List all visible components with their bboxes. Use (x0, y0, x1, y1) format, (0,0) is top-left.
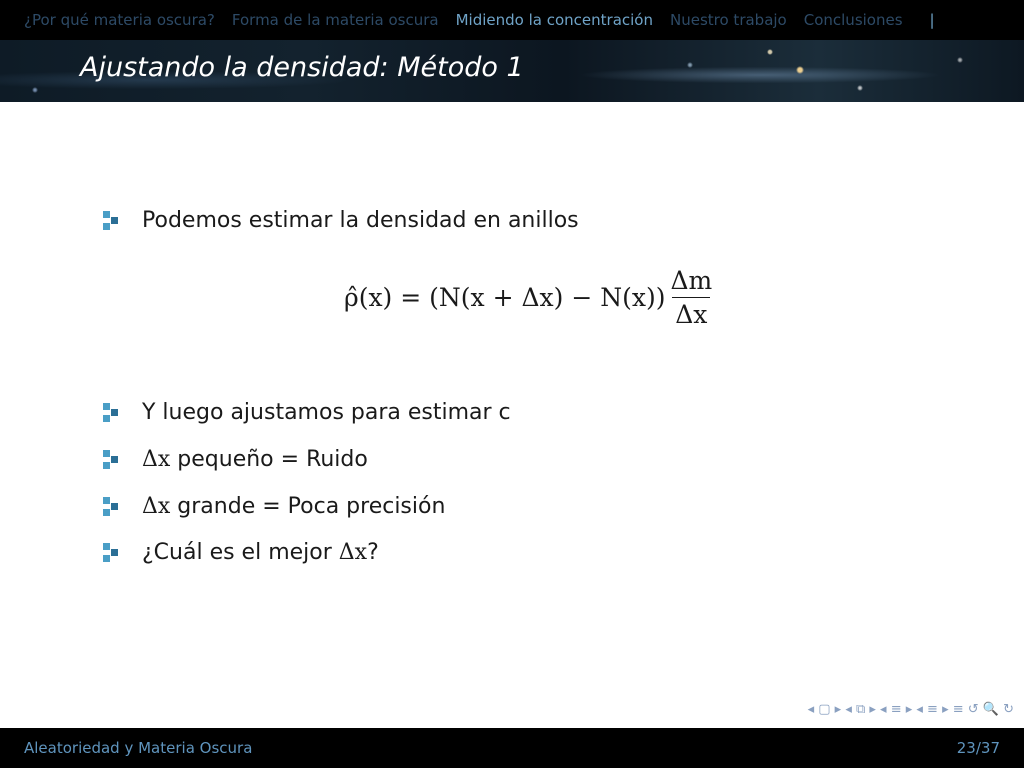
nav-item-conclusiones[interactable]: Conclusiones (803, 11, 903, 29)
equation-fraction (667, 266, 715, 329)
bullet-marker-icon (102, 496, 122, 518)
nav-separator: | (929, 11, 935, 29)
bullet-text: Podemos estimar la densidad en anillos (142, 208, 579, 233)
bullet-text: Y luego ajustamos para estimar c (142, 400, 511, 425)
bullet-marker-icon (102, 210, 122, 232)
bullet-marker-icon (102, 542, 122, 564)
equation-lhs: ρ̂(x) = (N(x + Δx) − N(x)) (344, 283, 666, 312)
bullet-marker-icon (102, 402, 122, 424)
section-navigation-bar (0, 0, 1024, 40)
bullet-text: ¿Cuál es el mejor (142, 540, 332, 565)
fraction-denominator: Δx (672, 297, 710, 329)
fraction-numerator: Δm (670, 266, 713, 295)
bullet-item-ajustamos (102, 400, 511, 425)
footer-page-number: 23/37 (956, 739, 1000, 757)
bullet-text: pequeño = Ruido (177, 447, 368, 472)
bullet-item-mejor-dx (102, 540, 379, 565)
slide-title-band (0, 40, 1024, 102)
slide-title: Ajustando la densidad: Método 1 (80, 52, 524, 83)
bullet-item-estimar-densidad (102, 208, 579, 233)
bullet-text-end: ? (367, 540, 379, 565)
bullet-text: grande = Poca precisión (177, 494, 446, 519)
delta-x-symbol: Δx (338, 540, 368, 565)
density-equation (344, 266, 715, 329)
slide-content (0, 102, 1024, 727)
slide-footer (0, 728, 1024, 768)
delta-x-symbol: Δx (142, 447, 171, 472)
nav-item-forma-materia-oscura[interactable]: Forma de la materia oscura (231, 11, 439, 29)
delta-x-symbol: Δx (142, 494, 171, 519)
bullet-item-dx-pequeno (102, 447, 368, 472)
nav-item-midiendo-concentracion[interactable]: Midiendo la concentración (455, 11, 653, 29)
bullet-marker-icon (102, 449, 122, 471)
nav-item-nuestro-trabajo[interactable]: Nuestro trabajo (670, 11, 787, 29)
footer-presentation-title: Aleatoriedad y Materia Oscura (24, 739, 253, 757)
nav-item-por-que-materia-oscura[interactable]: ¿Por qué materia oscura? (24, 11, 215, 29)
bullet-item-dx-grande (102, 494, 445, 519)
beamer-navigation-symbols[interactable]: ◂ ▢ ▸ ◂ ⧉ ▸ ◂ ≡ ▸ ◂ ≡ ▸ ≡ ↺ 🔍 ↻ (807, 702, 1014, 717)
